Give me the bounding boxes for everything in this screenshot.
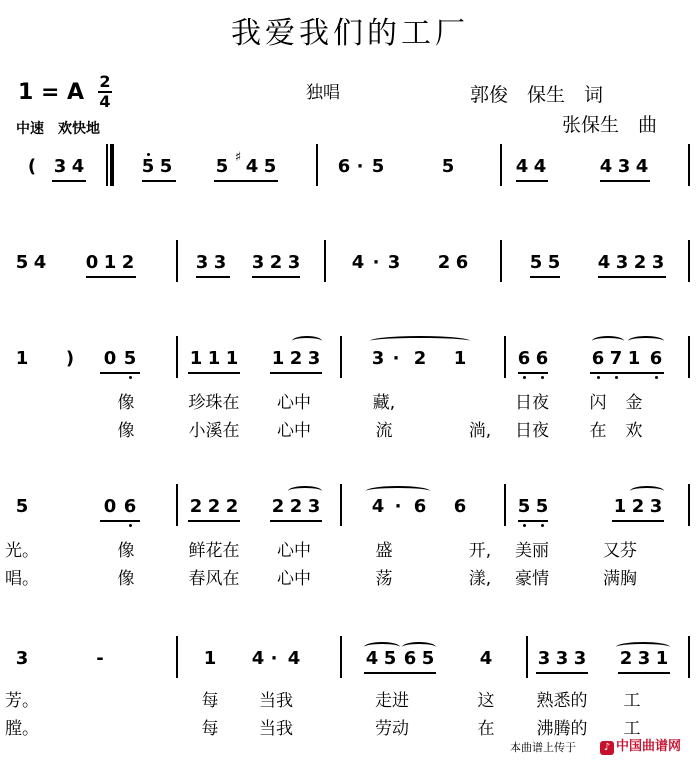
note: 7	[609, 348, 623, 369]
bar-line	[504, 484, 506, 526]
bar-line	[526, 636, 528, 678]
tie-arc	[630, 486, 664, 496]
lyric-syllable: 当我	[259, 719, 293, 739]
note: 1	[189, 348, 203, 369]
lyric-syllable: 心中	[277, 393, 311, 413]
note: 2	[633, 252, 647, 273]
lyric-syllable: 春风在	[188, 569, 240, 589]
tie-arc	[288, 486, 322, 496]
note: 4	[597, 252, 611, 273]
note: 2	[437, 252, 451, 273]
note: 2	[413, 348, 427, 369]
beam-underline	[214, 180, 278, 182]
note: ·	[356, 156, 364, 177]
genre-label: 独唱	[306, 83, 340, 103]
music-note-icon: ♪	[600, 741, 614, 755]
lyric-syllable: 走进	[375, 691, 409, 711]
beam-underline	[188, 520, 240, 522]
note: 4	[287, 648, 301, 669]
note: 2	[189, 496, 203, 517]
note: 3	[617, 156, 631, 177]
note: 3	[307, 348, 321, 369]
note: 1	[15, 348, 29, 369]
note: 4	[351, 252, 365, 273]
lyric-syllable: 心中	[277, 569, 311, 589]
lyric-syllable: 开,	[468, 541, 492, 561]
octave-dot	[541, 376, 544, 379]
note: 4	[533, 156, 547, 177]
lyric-syllable: 这	[477, 691, 495, 711]
tie-arc	[592, 336, 624, 346]
bar-line	[176, 484, 178, 526]
lyric-syllable: 盛	[375, 541, 393, 561]
tie-arc	[366, 486, 430, 496]
bar-line	[688, 336, 690, 378]
note: ·	[270, 648, 278, 669]
note: 3	[651, 252, 665, 273]
note: 5	[535, 496, 549, 517]
note: 3	[53, 156, 67, 177]
note: 5	[123, 348, 137, 369]
lyric-syllable: 在	[589, 421, 607, 441]
note: 0	[103, 348, 117, 369]
beam-underline	[618, 672, 670, 674]
lyric-syllable: 闪	[589, 393, 607, 413]
note: 3	[15, 648, 29, 669]
note: 5	[517, 496, 531, 517]
tempo-marking: 中速 欢快地	[16, 121, 100, 137]
note: 3	[615, 252, 629, 273]
bar-line	[504, 336, 506, 378]
bar-line	[688, 144, 690, 186]
lyric-syllable: 唱。	[5, 569, 39, 589]
tie-arc	[628, 336, 664, 346]
lyric-syllable: 工	[623, 691, 641, 711]
lyric-syllable: 珍珠在	[188, 393, 240, 413]
time-signature	[98, 74, 112, 110]
note: 4	[515, 156, 529, 177]
note: 5	[383, 648, 397, 669]
tie-arc	[370, 336, 470, 346]
note: 5	[159, 156, 173, 177]
lyric-syllable: 熟悉的	[536, 691, 588, 711]
lyric-syllable: 每	[201, 691, 219, 711]
note: 3	[371, 348, 385, 369]
note: 1	[225, 348, 239, 369]
lyric-syllable: 淌,	[468, 421, 492, 441]
note: 5	[141, 156, 155, 177]
note: 2	[271, 496, 285, 517]
note: 2	[289, 496, 303, 517]
beam-underline	[590, 372, 664, 374]
note: 5	[263, 156, 277, 177]
note: 5	[215, 156, 229, 177]
note: 4	[245, 156, 259, 177]
bar-line	[500, 144, 502, 186]
octave-dot	[655, 376, 658, 379]
lyric-syllable: 心中	[277, 421, 311, 441]
beam-underline	[270, 520, 322, 522]
note: 3	[649, 496, 663, 517]
note: 5	[15, 496, 29, 517]
note: )	[65, 348, 75, 369]
beam-underline	[270, 372, 322, 374]
note: 6	[591, 348, 605, 369]
note: 2	[225, 496, 239, 517]
lyric-syllable: 芳。	[5, 691, 39, 711]
note: -	[96, 648, 104, 669]
octave-dot	[615, 376, 618, 379]
note: ♯	[234, 150, 242, 165]
note: 0	[103, 496, 117, 517]
note: ·	[394, 496, 402, 517]
lyric-syllable: 流	[375, 421, 393, 441]
beam-underline	[518, 372, 548, 374]
lyric-syllable: 心中	[277, 541, 311, 561]
lyric-syllable: 漾,	[468, 569, 492, 589]
note: 3	[573, 648, 587, 669]
note: 3	[251, 252, 265, 273]
tie-arc	[364, 642, 400, 652]
beam-underline	[196, 276, 230, 278]
octave-dot	[541, 524, 544, 527]
lyricist-credit: 郭俊 保生 词	[470, 84, 604, 106]
lyric-syllable: 每	[201, 719, 219, 739]
note: 6	[413, 496, 427, 517]
time-numerator: 2	[99, 72, 111, 91]
site-name: 中国曲谱网	[616, 739, 682, 754]
beam-underline	[516, 180, 548, 182]
bar-line	[340, 636, 342, 678]
bar-line	[500, 240, 502, 282]
note: 3	[537, 648, 551, 669]
note: 1	[207, 348, 221, 369]
bar-line	[176, 240, 178, 282]
note: 5	[15, 252, 29, 273]
note: 5	[547, 252, 561, 273]
octave-dot	[523, 524, 526, 527]
bar-line	[688, 636, 690, 678]
note: 3	[195, 252, 209, 273]
note: 5	[371, 156, 385, 177]
note: 6	[649, 348, 663, 369]
lyric-syllable: 金	[625, 393, 643, 413]
note: 3	[387, 252, 401, 273]
lyric-syllable: 膛。	[5, 719, 39, 739]
note: 2	[289, 348, 303, 369]
bar-line	[340, 484, 342, 526]
note: 2	[631, 496, 645, 517]
beam-underline	[600, 180, 650, 182]
note: 4	[599, 156, 613, 177]
time-denominator: 4	[99, 92, 111, 111]
note: 1	[103, 252, 117, 273]
lyric-syllable: 美丽	[515, 541, 549, 561]
beam-underline	[536, 672, 588, 674]
tie-arc	[616, 642, 670, 652]
lyric-syllable: 鲜花在	[188, 541, 240, 561]
note: ·	[392, 348, 400, 369]
bar-line	[176, 336, 178, 378]
bar-line	[324, 240, 326, 282]
beam-underline	[364, 672, 436, 674]
octave-dot	[129, 524, 132, 527]
note: 6	[455, 252, 469, 273]
note: 4	[251, 648, 265, 669]
lyric-syllable: 工	[623, 719, 641, 739]
note: 4	[33, 252, 47, 273]
lyric-syllable: 日夜	[515, 421, 549, 441]
bar-line	[688, 484, 690, 526]
lyric-syllable: 满胸	[603, 569, 637, 589]
key-signature: 1 = A	[18, 80, 85, 105]
upload-note: 本曲谱上传于	[510, 741, 576, 754]
tie-arc	[402, 642, 436, 652]
bar-line	[176, 636, 178, 678]
note: 3	[555, 648, 569, 669]
bar-line	[110, 144, 114, 186]
bar-line	[106, 144, 108, 186]
lyric-syllable: 像	[117, 421, 135, 441]
note: 1	[271, 348, 285, 369]
beam-underline	[86, 276, 136, 278]
note: ·	[372, 252, 380, 273]
composer-credit: 张保生 曲	[562, 114, 658, 136]
site-logo	[600, 735, 681, 755]
note: 4	[479, 648, 493, 669]
lyric-syllable: 沸腾的	[536, 719, 588, 739]
note: 3	[287, 252, 301, 273]
note: 2	[207, 496, 221, 517]
octave-dot	[597, 376, 600, 379]
note: 4	[635, 156, 649, 177]
note: 2	[269, 252, 283, 273]
lyric-syllable: 像	[117, 393, 135, 413]
lyric-syllable: 藏,	[372, 393, 396, 413]
note: 2	[121, 252, 135, 273]
beam-underline	[518, 520, 548, 522]
lyric-syllable: 又芬	[603, 541, 637, 561]
beam-underline	[612, 520, 664, 522]
note: 6	[337, 156, 351, 177]
note: 1	[655, 648, 669, 669]
beam-underline	[52, 180, 86, 182]
note: 4	[71, 156, 85, 177]
beam-underline	[142, 180, 176, 182]
lyric-syllable: 光。	[5, 541, 39, 561]
note: 5	[421, 648, 435, 669]
beam-underline	[252, 276, 300, 278]
note: 4	[371, 496, 385, 517]
bar-line	[316, 144, 318, 186]
beam-underline	[100, 520, 140, 522]
beam-underline	[100, 372, 140, 374]
note: (	[27, 156, 37, 177]
bar-line	[340, 336, 342, 378]
lyric-syllable: 像	[117, 569, 135, 589]
beam-underline	[188, 372, 240, 374]
tie-arc	[292, 336, 322, 346]
lyric-syllable: 欢	[625, 421, 643, 441]
lyric-syllable: 小溪在	[188, 421, 240, 441]
note: 6	[517, 348, 531, 369]
note: 1	[453, 348, 467, 369]
lyric-syllable: 当我	[259, 691, 293, 711]
note: 3	[637, 648, 651, 669]
note: 2	[619, 648, 633, 669]
bar-line	[688, 240, 690, 282]
note: 1	[627, 348, 641, 369]
lyric-syllable: 像	[117, 541, 135, 561]
song-title: 我爱我们的工厂	[231, 16, 469, 51]
note: 1	[203, 648, 217, 669]
note: 6	[535, 348, 549, 369]
octave-dot	[523, 376, 526, 379]
lyric-syllable: 在	[477, 719, 495, 739]
beam-underline	[598, 276, 666, 278]
note: 6	[453, 496, 467, 517]
lyric-syllable: 劳动	[375, 719, 409, 739]
lyric-syllable: 日夜	[515, 393, 549, 413]
lyric-syllable: 豪情	[515, 569, 549, 589]
lyric-syllable: 荡	[375, 569, 393, 589]
note: 0	[85, 252, 99, 273]
note: 3	[213, 252, 227, 273]
octave-dot	[129, 376, 132, 379]
note: 6	[123, 496, 137, 517]
beam-underline	[530, 276, 560, 278]
note: 5	[441, 156, 455, 177]
note: 4	[365, 648, 379, 669]
note: 5	[529, 252, 543, 273]
note: 1	[613, 496, 627, 517]
note: 3	[307, 496, 321, 517]
octave-dot	[147, 153, 150, 156]
note: 6	[403, 648, 417, 669]
